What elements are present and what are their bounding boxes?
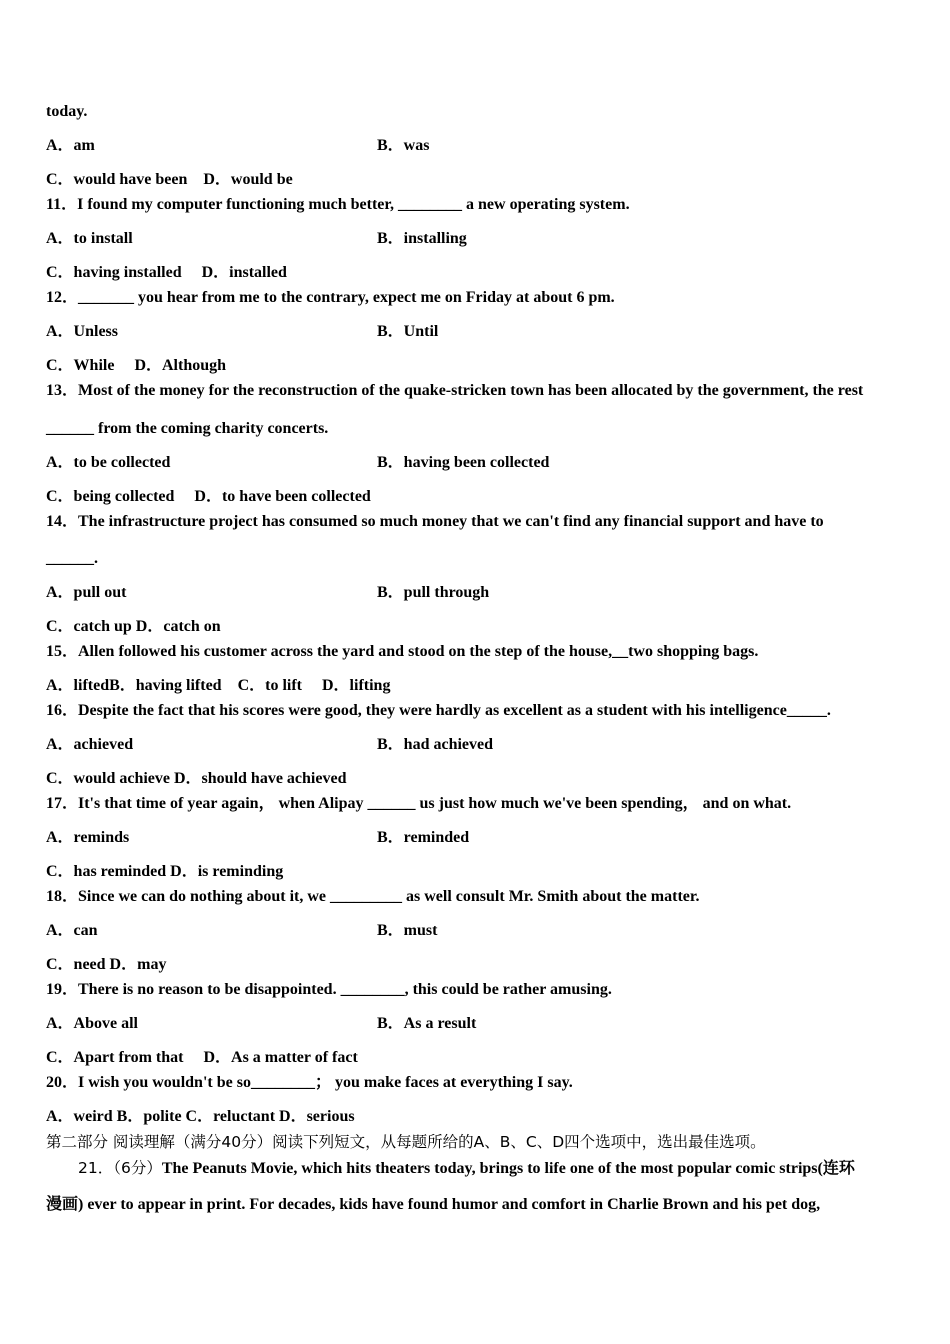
question-16: 16．Despite the fact that his scores were good, they were hardly as excellent as a student with his intelligence_____. [46, 702, 831, 719]
option-a: A．to install [46, 230, 133, 247]
option-a: A．achieved [46, 736, 134, 753]
option-b: B．installing [377, 230, 467, 247]
option-a: A．am [46, 137, 95, 154]
option-b: B．having been collected [377, 454, 550, 471]
passage-text: The Peanuts Movie, which hits theaters today, brings to life one of the most popular comic strips(连环 [161, 1160, 855, 1177]
question-13-cont: ______ from the coming charity concerts. [46, 420, 329, 437]
options-cd: C．being collected D．to have been collected [46, 488, 371, 505]
question-14-cont: ______. [46, 550, 98, 567]
passage-first-line [78, 1158, 855, 1179]
option-b: B．reminded [377, 829, 470, 846]
options-cd: C．has reminded D．is reminding [46, 863, 284, 880]
question-20: 20．I wish you wouldn't be so________； you make faces at everything I say. [46, 1074, 573, 1091]
question-11: 11．I found my computer functioning much better, ________ a new operating system. [46, 196, 630, 213]
options-cd: C．catch up D．catch on [46, 618, 221, 635]
question-15: 15．Allen followed his customer across the yard and stood on the step of the house,__two shopping bags. [46, 643, 759, 660]
options-cd: C．While D．Although [46, 357, 227, 374]
question-13: 13．Most of the money for the reconstruction of the quake-stricken town has been allocated by the government, the rest [46, 382, 864, 399]
option-a: A．pull out [46, 584, 127, 601]
options-abcd: A．weird B．polite C．reluctant D．serious [46, 1108, 355, 1125]
option-b: B．must [377, 922, 438, 939]
option-b: B．Until [377, 323, 439, 340]
question-12: 12．_______ you hear from me to the contrary, expect me on Friday at about 6 pm. [46, 289, 615, 306]
question-17: 17．It's that time of year again， when Alipay ______ us just how much we've been spending， and on what. [46, 795, 792, 812]
options-cd: C．would achieve D．should have achieved [46, 770, 347, 787]
option-b: B．had achieved [377, 736, 494, 753]
option-a: A．Above all [46, 1015, 139, 1032]
question-19: 19．There is no reason to be disappointed. ________, this could be rather amusing. [46, 981, 612, 998]
option-a: A．Unless [46, 323, 119, 340]
options-cd: C．having installed D．installed [46, 264, 287, 281]
question-21-number: 21．（6分） [78, 1159, 162, 1177]
question-14: 14．The infrastructure project has consumed so much money that we can't find any financial support and have to [46, 513, 824, 530]
option-b: B．As a result [377, 1015, 477, 1032]
text-line: today. [46, 103, 88, 120]
options-cd: C．Apart from that D．As a matter of fact [46, 1049, 358, 1066]
option-a: A．to be collected [46, 454, 171, 471]
option-b: B．pull through [377, 584, 490, 601]
option-a: A．reminds [46, 829, 130, 846]
option-a: A．can [46, 922, 98, 939]
passage-line: 漫画) ever to appear in print. For decades, kids have found humor and comfort in Charlie Brown and his pet dog, [46, 1196, 821, 1213]
option-b: B．was [377, 137, 430, 154]
options-cd: C．need D．may [46, 956, 167, 973]
options-cd: C．would have been D．would be [46, 171, 293, 188]
options-abcd: A．liftedB．having lifted C．to lift D．lifting [46, 677, 391, 694]
section-heading: 第二部分 阅读理解（满分40分）阅读下列短文，从每题所给的A、B、C、D四个选项中，选出最佳选项。 [46, 1133, 766, 1151]
question-18: 18．Since we can do nothing about it, we _________ as well consult Mr. Smith about the matter. [46, 888, 700, 905]
